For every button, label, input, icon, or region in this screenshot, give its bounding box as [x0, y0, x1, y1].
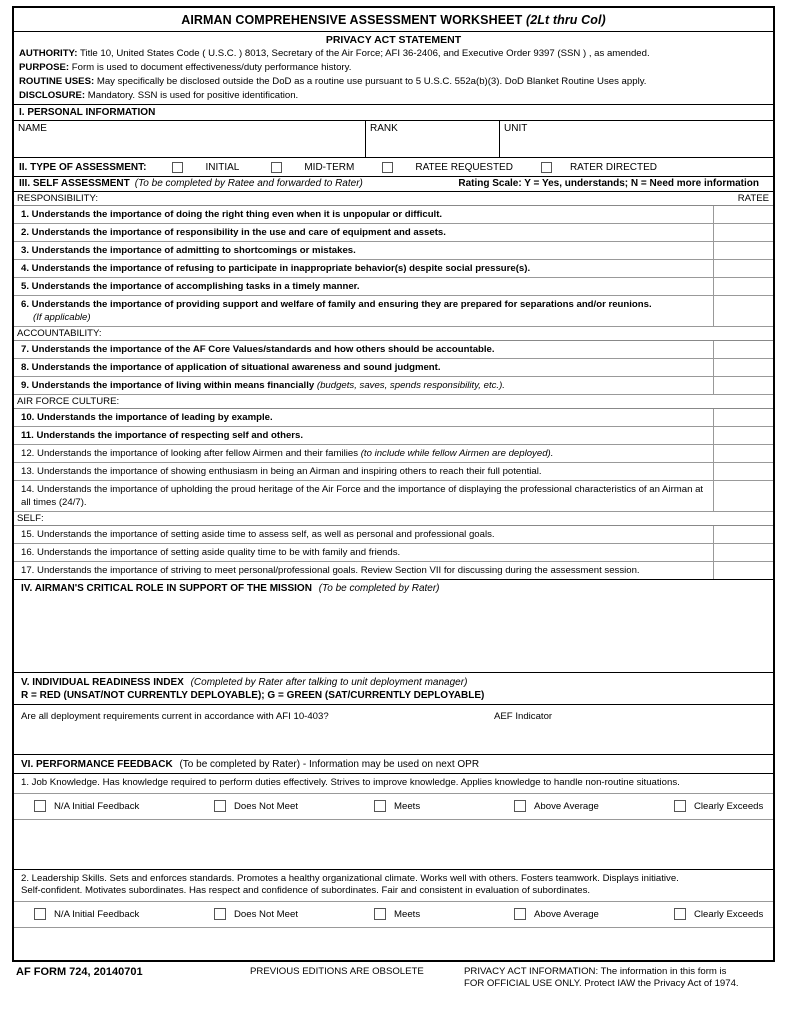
- disclosure-label: DISCLOSURE:: [19, 90, 86, 101]
- item-body: Understands the importance of showing enthusiasm in being an Airman and inspiring others to reach their full potential.: [37, 466, 542, 477]
- performance-rating-option[interactable]: [674, 800, 763, 812]
- checkbox-icon[interactable]: [374, 908, 386, 920]
- section-vi-note: (To be completed by Rater) - Information may be used on next OPR: [179, 759, 480, 770]
- self-assessment-item-row: [14, 242, 773, 260]
- item-number: 7.: [21, 344, 32, 355]
- rank-field[interactable]: [366, 121, 500, 157]
- self-assessment-item-row: [14, 206, 773, 224]
- self-assessment-item-text: [14, 445, 713, 462]
- category-label: AIR FORCE CULTURE:: [17, 396, 120, 407]
- performance-rating-options-row: [14, 902, 773, 928]
- performance-rating-option-label: Does Not Meet: [234, 800, 298, 812]
- checkbox-icon[interactable]: [34, 908, 46, 920]
- self-assessment-item-row: [14, 481, 773, 512]
- performance-rating-option-label: Meets: [394, 908, 421, 920]
- assessment-option-label: RATEE REQUESTED: [415, 161, 513, 173]
- category-header-row: [14, 512, 773, 526]
- self-assessment-item-text: [14, 544, 713, 561]
- ratee-response-cell[interactable]: [713, 341, 773, 358]
- privacy-act-information: [460, 966, 775, 991]
- performance-item-description-line: 2. Leadership Skills. Sets and enforces standards. Promotes a healthy organizational climate. Works well with others. Fosters teamwork. Displays initiative.: [21, 872, 679, 884]
- ratee-response-cell[interactable]: [713, 562, 773, 579]
- category-label: ACCOUNTABILITY:: [17, 328, 102, 339]
- assessment-option-rater-directed[interactable]: [541, 162, 657, 173]
- checkbox-icon[interactable]: [514, 800, 526, 812]
- item-italic-note: (budgets, saves, spends responsibility, etc.).: [316, 380, 505, 391]
- item-number: 13.: [21, 466, 38, 477]
- performance-rating-option[interactable]: [214, 908, 298, 920]
- authority-line: [14, 47, 773, 61]
- personal-information-row: [14, 121, 773, 158]
- item-body: Understands the importance of responsibility in the use and care of equipment and assets.: [31, 227, 446, 238]
- form-border: [12, 6, 775, 962]
- section-i-heading: I. PERSONAL INFORMATION: [14, 105, 773, 121]
- item-italic-note: (If applicable): [33, 311, 91, 323]
- item-body: Understands the importance of accomplishing tasks in a timely manner.: [31, 281, 360, 292]
- item-body: Understands the importance of respecting self and others.: [36, 430, 304, 441]
- performance-comments-area[interactable]: [14, 820, 773, 870]
- category-header-row: [14, 395, 773, 409]
- purpose-text: Form is used to document effectiveness/duty performance history.: [69, 62, 352, 73]
- privacy-info-line-1: PRIVACY ACT INFORMATION: The information in this form is: [464, 965, 727, 977]
- performance-rating-option-label: Does Not Meet: [234, 908, 298, 920]
- form-footer: [12, 962, 775, 991]
- unit-field[interactable]: [500, 121, 773, 157]
- self-assessment-item-row: [14, 526, 773, 544]
- category-header-row: [14, 327, 773, 341]
- performance-rating-option[interactable]: [374, 800, 420, 812]
- performance-rating-option[interactable]: [34, 800, 139, 812]
- self-assessment-item-text: [14, 341, 713, 358]
- self-assessment-item-text: [14, 481, 713, 511]
- privacy-act-heading: PRIVACY ACT STATEMENT: [325, 34, 462, 46]
- disclosure-line: [14, 89, 773, 105]
- item-number: 5.: [21, 281, 32, 292]
- item-body: Understands the importance of looking after fellow Airmen and their families: [37, 448, 361, 459]
- name-label: NAME: [18, 123, 47, 134]
- item-body: Understands the importance of upholding the proud heritage of the Air Force and the importance of displaying the professional characteristics of an Airman at all times (24/7).: [21, 484, 704, 508]
- item-body: Understands the importance of setting aside time to assess self, as well as personal and professional goals.: [37, 529, 495, 540]
- self-assessment-item-text: [14, 260, 713, 277]
- checkbox-icon[interactable]: [172, 162, 183, 173]
- performance-item-description: [14, 870, 773, 902]
- performance-item-description: 1. Job Knowledge. Has knowledge required to perform duties effectively. Strives to improve knowledge. Applies knowledge to handle non-routine situations.: [14, 774, 773, 794]
- performance-rating-option-label: Meets: [394, 800, 421, 812]
- checkbox-icon[interactable]: [382, 162, 393, 173]
- routine-uses-text: May specifically be disclosed outside the DoD as a routine use pursuant to 5 U.S.C. 552a(b)(3). DoD Blanket Routine Uses apply.: [94, 76, 647, 87]
- performance-rating-option-label: Clearly Exceeds: [694, 800, 764, 812]
- ratee-response-cell[interactable]: [713, 409, 773, 426]
- section-v-note: (Completed by Rater after talking to unit deployment manager): [190, 677, 468, 688]
- ratee-column-spacer: [713, 512, 773, 525]
- item-number: 16.: [21, 547, 38, 558]
- ratee-response-cell[interactable]: [713, 278, 773, 295]
- performance-rating-option[interactable]: [374, 908, 420, 920]
- section-v-heading-block: [14, 673, 773, 705]
- self-assessment-item-row: [14, 409, 773, 427]
- self-assessment-item-row: [14, 445, 773, 463]
- self-assessment-item-text: [14, 427, 713, 444]
- self-assessment-item-row: [14, 224, 773, 242]
- checkbox-icon[interactable]: [674, 908, 686, 920]
- self-assessment-item-text: [14, 278, 713, 295]
- item-body: Understands the importance of leading by example.: [37, 412, 273, 423]
- self-assessment-item-row: [14, 427, 773, 445]
- section-iv-heading: IV. AIRMAN'S CRITICAL ROLE IN SUPPORT OF THE MISSION: [21, 583, 312, 594]
- item-body: Understands the importance of refusing to participate in inappropriate behavior(s) despite social pressure(s).: [31, 263, 531, 274]
- ratee-response-cell[interactable]: [713, 463, 773, 480]
- assessment-option-initial[interactable]: [172, 162, 239, 173]
- ratee-response-cell[interactable]: [713, 224, 773, 241]
- performance-rating-options-row: [14, 794, 773, 820]
- item-body: Understands the importance of application of situational awareness and sound judgment.: [31, 362, 441, 373]
- authority-text: Title 10, United States Code ( U.S.C. ) 8013, Secretary of the Air Force; AFI 36-2406, and Executive Order 9397 (SSN ) , as amended.: [77, 48, 650, 59]
- previous-editions-note: PREVIOUS EDITIONS ARE OBSOLETE: [250, 965, 424, 977]
- checkbox-icon[interactable]: [214, 908, 226, 920]
- assessment-option-label: INITIAL: [205, 161, 240, 173]
- form-title: [14, 8, 773, 32]
- self-assessment-item-row: [14, 544, 773, 562]
- checkbox-icon[interactable]: [374, 800, 386, 812]
- ratee-response-cell[interactable]: [713, 296, 773, 326]
- purpose-line: [14, 61, 773, 75]
- self-assessment-item-row: [14, 278, 773, 296]
- self-assessment-item-text: [14, 562, 713, 579]
- performance-rating-option-label: Above Average: [534, 800, 599, 812]
- section-iii-note: (To be completed by Ratee and forwarded to Rater): [134, 178, 363, 189]
- performance-comments-area[interactable]: [14, 928, 773, 960]
- self-assessment-item-row: [14, 463, 773, 481]
- checkbox-icon[interactable]: [214, 800, 226, 812]
- privacy-info-line-2: FOR OFFICIAL USE ONLY. Protect IAW the Privacy Act of 1974.: [464, 978, 739, 989]
- self-assessment-item-row: [14, 296, 773, 327]
- assessment-option-label: RATER DIRECTED: [569, 161, 657, 173]
- performance-rating-option-label: N/A Initial Feedback: [54, 800, 140, 812]
- ratee-response-cell[interactable]: [713, 206, 773, 223]
- form-title-text: AIRMAN COMPREHENSIVE ASSESSMENT WORKSHEET: [181, 13, 523, 27]
- section-v-body: [14, 705, 773, 755]
- section-iv-textarea[interactable]: [14, 596, 773, 672]
- performance-rating-option[interactable]: [514, 800, 599, 812]
- category-label: SELF:: [17, 513, 44, 524]
- ratee-response-cell[interactable]: [713, 377, 773, 394]
- self-assessment-item-text: [14, 359, 713, 376]
- item-number: 15.: [21, 529, 38, 540]
- checkbox-icon[interactable]: [514, 908, 526, 920]
- self-assessment-item-row: [14, 260, 773, 278]
- section-iv-heading-row: [14, 580, 773, 596]
- item-body: Understands the importance of living within means financially: [31, 380, 317, 391]
- item-body: Understands the importance of doing the right thing even when it is unpopular or difficult.: [31, 209, 443, 220]
- ratee-response-cell[interactable]: [713, 544, 773, 561]
- item-number: 3.: [21, 245, 32, 256]
- item-number: 10.: [21, 412, 38, 423]
- form-number: AF FORM 724, 20140701: [16, 965, 143, 978]
- section-iv-note: (To be completed by Rater): [318, 583, 440, 594]
- performance-rating-option-label: N/A Initial Feedback: [54, 908, 140, 920]
- performance-feedback-list: [14, 774, 773, 960]
- ratee-response-cell[interactable]: [713, 445, 773, 462]
- self-assessment-table: [14, 192, 773, 580]
- item-number: 14.: [21, 484, 38, 495]
- ratee-response-cell[interactable]: [713, 526, 773, 543]
- self-assessment-item-text: [14, 526, 713, 543]
- item-number: 9.: [21, 380, 32, 391]
- section-ii-heading: II. TYPE OF ASSESSMENT:: [19, 161, 147, 173]
- purpose-label: PURPOSE:: [19, 62, 70, 73]
- self-assessment-item-text: [14, 242, 713, 259]
- section-v-legend: R = RED (UNSAT/NOT CURRENTLY DEPLOYABLE); G = GREEN (SAT/CURRENTLY DEPLOYABLE): [21, 690, 485, 701]
- assessment-option-midterm[interactable]: [271, 162, 354, 173]
- category-header-row: [14, 192, 773, 206]
- category-label: RESPONSIBILITY:: [17, 193, 99, 204]
- ratee-column-spacer: [713, 327, 773, 340]
- self-assessment-item-text: [14, 224, 713, 241]
- unit-label: UNIT: [504, 123, 528, 134]
- assessment-option-ratee-requested[interactable]: [382, 162, 513, 173]
- checkbox-icon[interactable]: [271, 162, 282, 173]
- section-iii-heading-row: [14, 177, 773, 192]
- performance-rating-option[interactable]: [34, 908, 139, 920]
- item-number: 2.: [21, 227, 32, 238]
- item-body: Understands the importance of the AF Core Values/standards and how others should be accountable.: [31, 344, 495, 355]
- self-assessment-item-row: [14, 359, 773, 377]
- section-vi-heading-row: [14, 755, 773, 774]
- ratee-response-cell[interactable]: [713, 359, 773, 376]
- item-number: 6.: [21, 299, 32, 310]
- item-number: 12.: [21, 448, 38, 459]
- rank-label: RANK: [370, 123, 398, 134]
- item-italic-note: (to include while fellow Airmen are deployed).: [360, 448, 554, 459]
- item-body: Understands the importance of providing support and welfare of family and ensuring they are prepared for separations and/or reunions.: [31, 299, 652, 310]
- ratee-response-cell[interactable]: [713, 242, 773, 259]
- performance-rating-option[interactable]: [514, 908, 599, 920]
- deployment-question: Are all deployment requirements current in accordance with AFI 10-403?: [21, 711, 329, 722]
- item-body: Understands the importance of striving to meet personal/professional goals. Review Section VII for discussing during the assessment session.: [37, 565, 640, 576]
- section-v-heading: V. INDIVIDUAL READINESS INDEX: [21, 677, 184, 688]
- section-iii-heading: III. SELF ASSESSMENT: [19, 178, 130, 189]
- ratee-response-cell[interactable]: [713, 427, 773, 444]
- form-title-suffix: (2Lt thru Col): [525, 13, 606, 27]
- disclosure-text: Mandatory. SSN is used for positive identification.: [85, 90, 299, 101]
- aef-indicator-label: AEF Indicator: [494, 711, 553, 722]
- authority-label: AUTHORITY:: [19, 48, 78, 59]
- routine-uses-line: [14, 75, 773, 89]
- ratee-column-header: RATEE: [737, 193, 769, 204]
- section-ii-row: [14, 158, 773, 177]
- self-assessment-item-row: [14, 377, 773, 395]
- section-v-heading-row: [21, 676, 768, 689]
- ratee-response-cell[interactable]: [713, 260, 773, 277]
- performance-rating-option[interactable]: [674, 908, 763, 920]
- self-assessment-item-text: [14, 206, 713, 223]
- ratee-response-cell[interactable]: [713, 481, 773, 511]
- self-assessment-item-text: [14, 463, 713, 480]
- checkbox-icon[interactable]: [34, 800, 46, 812]
- item-number: 4.: [21, 263, 32, 274]
- checkbox-icon[interactable]: [674, 800, 686, 812]
- self-assessment-item-text: [14, 377, 713, 394]
- item-number: 17.: [21, 565, 38, 576]
- item-body: Understands the importance of admitting to shortcomings or mistakes.: [31, 245, 356, 256]
- section-iv: [14, 580, 773, 673]
- rating-scale-text: Rating Scale: Y = Yes, understands; N = Need more information: [458, 178, 759, 189]
- self-assessment-item-row: [14, 562, 773, 580]
- item-body: Understands the importance of setting aside quality time to be with family and friends.: [37, 547, 401, 558]
- checkbox-icon[interactable]: [541, 162, 552, 173]
- ratee-column-spacer: [713, 395, 773, 408]
- performance-rating-option-label: Above Average: [534, 908, 599, 920]
- assessment-option-label: MID-TERM: [304, 161, 355, 173]
- self-assessment-item-text: [14, 409, 713, 426]
- routine-uses-label: ROUTINE USES:: [19, 76, 95, 87]
- self-assessment-item-row: [14, 341, 773, 359]
- performance-rating-option-label: Clearly Exceeds: [694, 908, 764, 920]
- item-number: 11.: [21, 430, 37, 441]
- name-field[interactable]: [14, 121, 366, 157]
- self-assessment-item-text: [14, 296, 713, 326]
- section-vi-heading: VI. PERFORMANCE FEEDBACK: [21, 759, 173, 770]
- item-number: 8.: [21, 362, 32, 373]
- item-number: 1.: [21, 209, 32, 220]
- performance-rating-option[interactable]: [214, 800, 298, 812]
- performance-item-description-line: Self-confident. Motivates subordinates. Has respect and confidence of subordinates. Fair and consistent in evaluation of subordinates.: [21, 885, 591, 896]
